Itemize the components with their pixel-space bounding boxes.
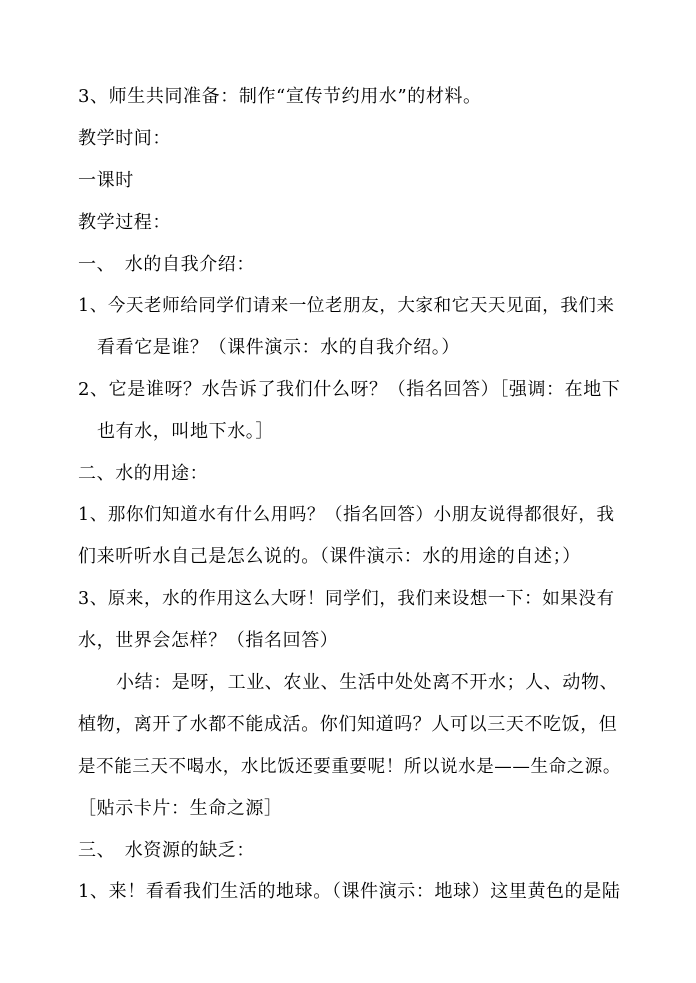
text-line: 1、今天老师给同学们请来一位老朋友，大家和它天天见面，我们来	[78, 296, 615, 316]
text-line: 1、来！看看我们生活的地球。（课件演示：地球）这里黄色的是陆	[78, 881, 621, 902]
text-line: 3、师生共同准备：制作“宣传节约用水”的材料。	[78, 86, 482, 107]
text-line: 2、它是谁呀？水告诉了我们什么呀？（指名回答）［强调：在地下	[78, 379, 621, 400]
text-line: 们来听听水自己是怎么说的。（课件演示：水的用途的自述；）	[78, 546, 581, 567]
text-line: 植物，离开了水都不能成活。你们知道吗？人可以三天不吃饭，但	[78, 714, 618, 735]
text-line: 是不能三天不喝水，水比饭还要重要呢！所以说水是——生命之源。	[78, 757, 621, 777]
section-heading: 三、 水资源的缺乏：	[78, 840, 255, 861]
text-line: 看看它是谁？（课件演示：水的自我介绍。）	[97, 337, 460, 358]
text-line: ［贴示卡片：生命之源］	[78, 798, 283, 819]
section-heading: 一、 水的自我介绍：	[78, 254, 255, 275]
text-line: 也有水，叫地下水。］	[97, 421, 274, 442]
summary-line: 小结：是呀，工业、农业、生活中处处离不开水；人、动物、	[116, 672, 619, 693]
text-line: 教学过程：	[78, 212, 171, 233]
text-line: 教学时间：	[78, 128, 171, 149]
text-line: 一课时	[78, 170, 134, 191]
text-line: 1、那你们知道水有什么用吗？（指名回答）小朋友说得都很好，我	[78, 505, 615, 525]
section-heading: 二、水的用途：	[78, 463, 209, 484]
text-line: 水，世界会怎样？（指名回答）	[78, 630, 339, 651]
text-line: 3、原来，水的作用这么大呀！同学们，我们来设想一下：如果没有	[78, 589, 615, 609]
